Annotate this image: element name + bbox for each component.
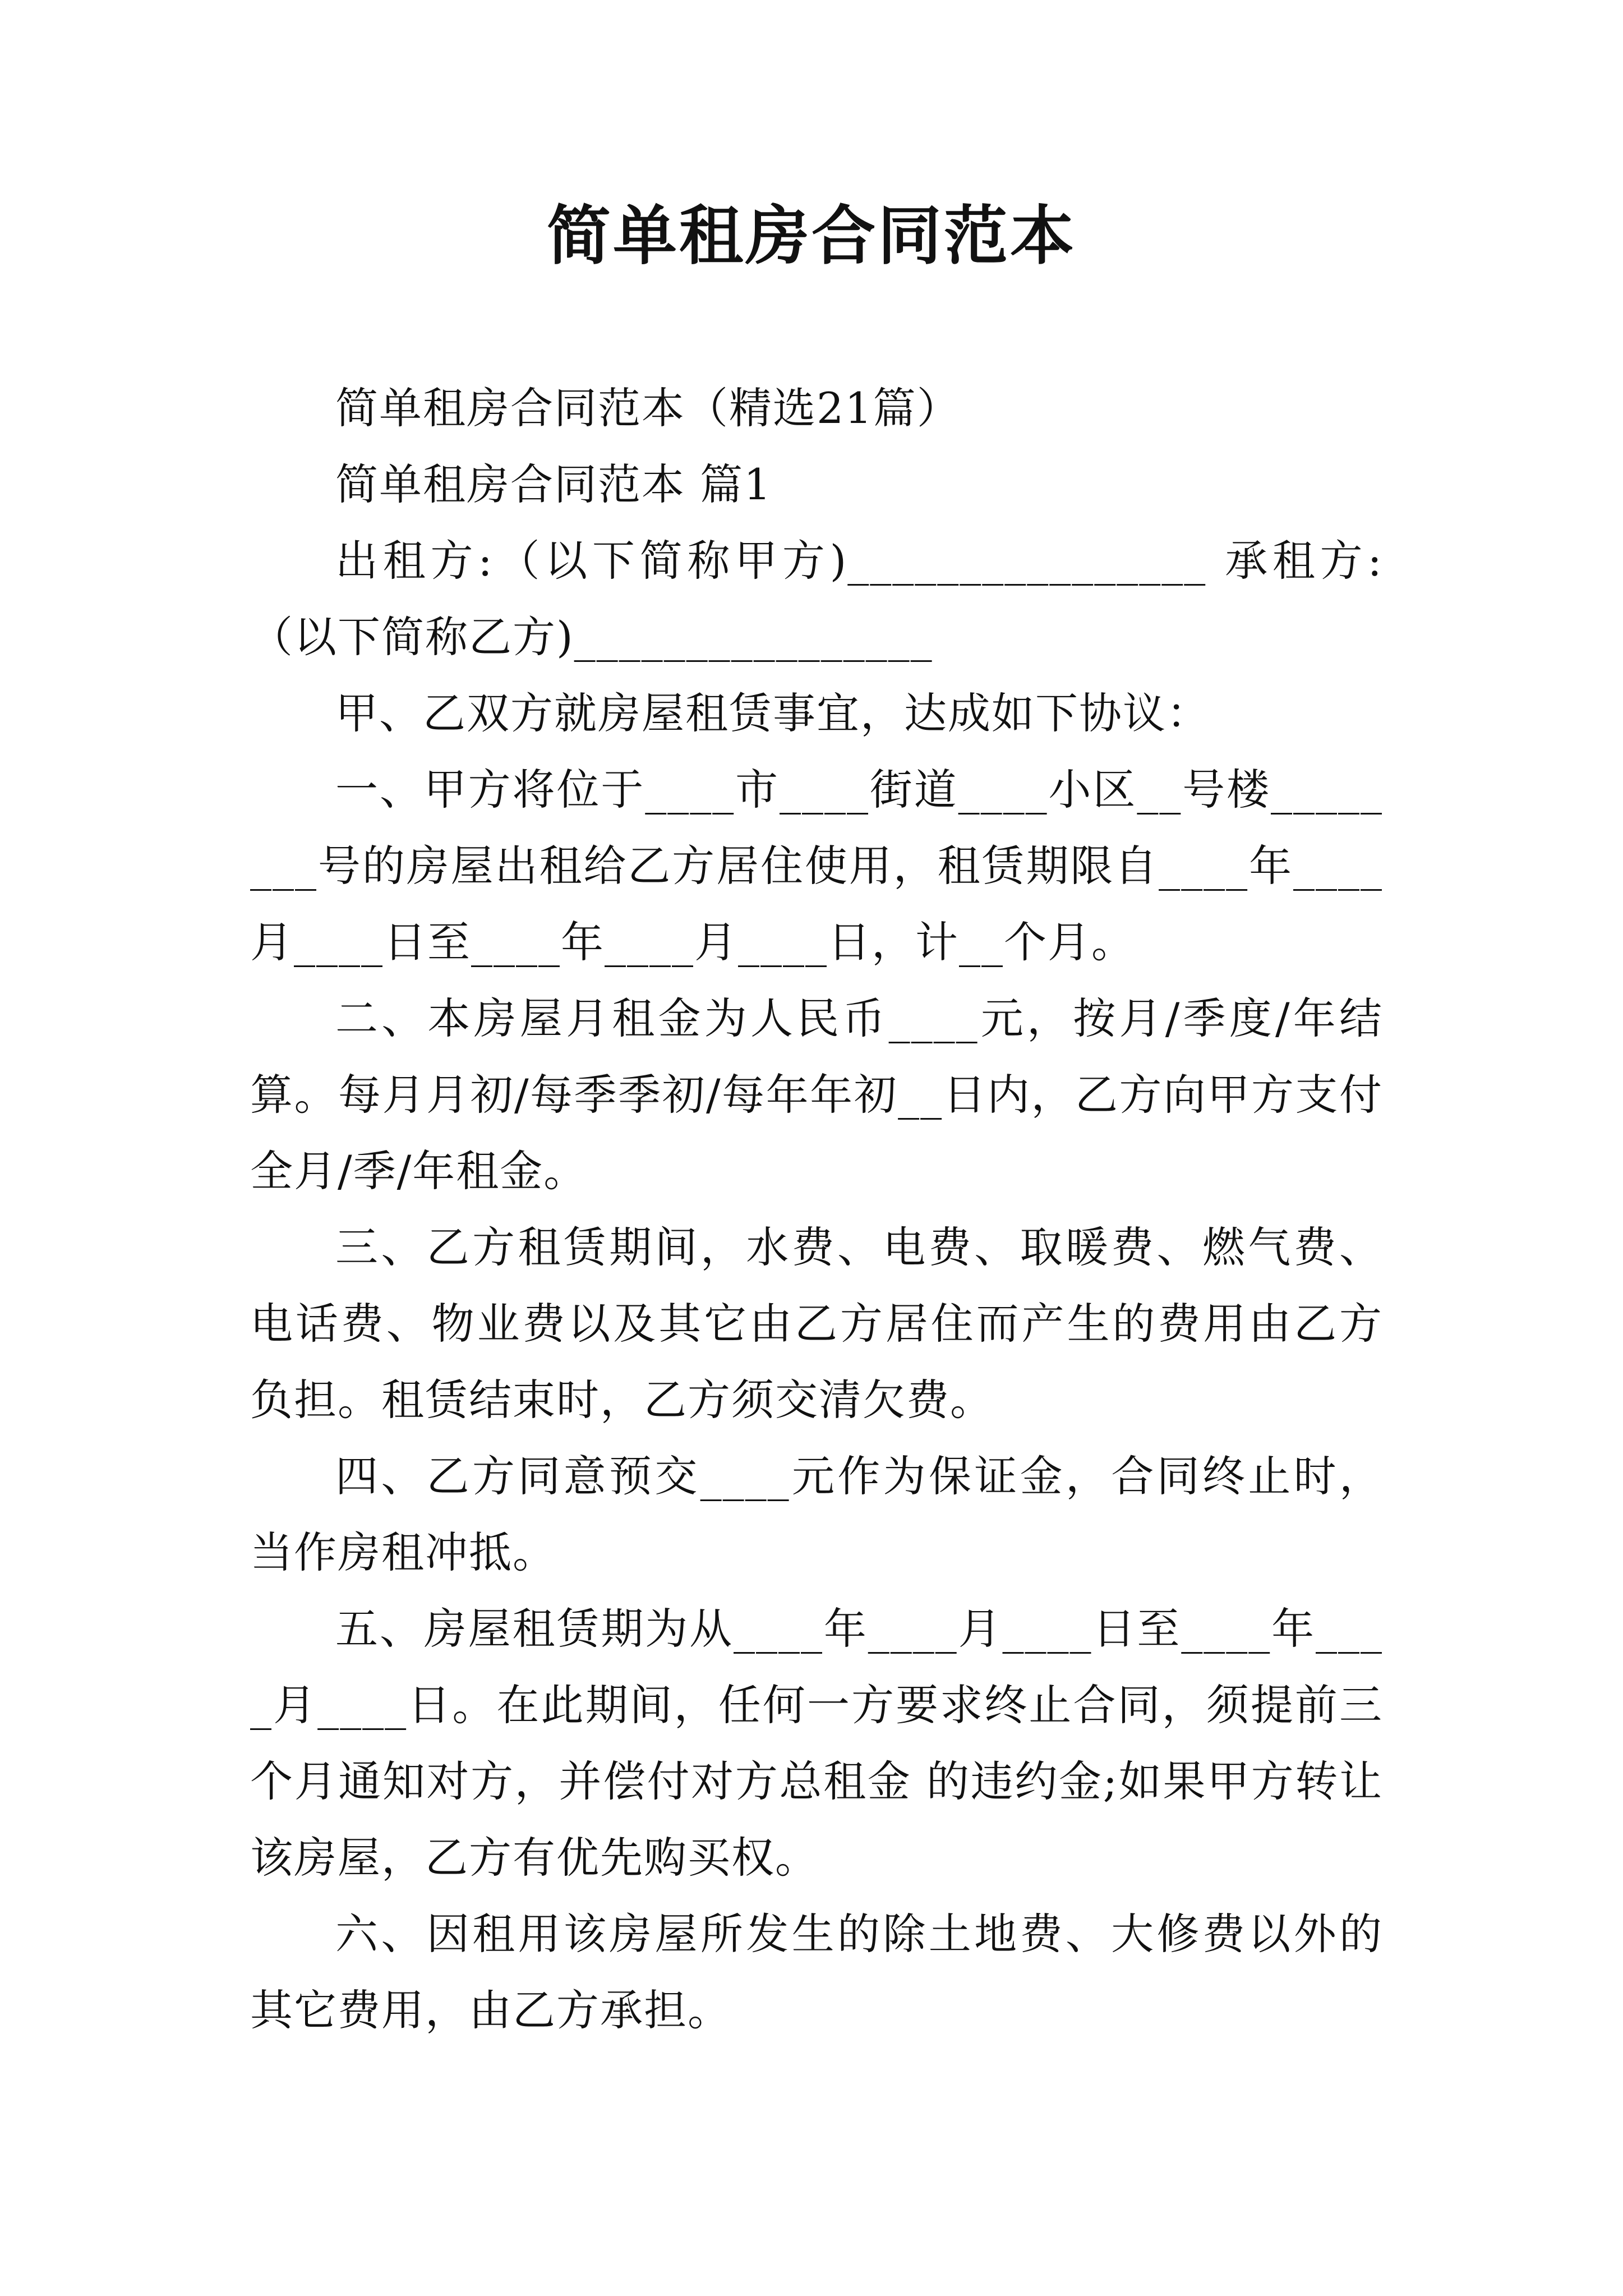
paragraph-section-heading: 简单租房合同范本 篇1 xyxy=(335,459,772,509)
document-title: 简单租房合同范本 xyxy=(546,198,1076,273)
paragraph-parties: 出租方:（以下简称甲方)________________ 承租方:（以下简称乙方)________________ xyxy=(250,536,1383,662)
paragraph-subtitle: 简单租房合同范本（精选21篇） xyxy=(335,383,961,433)
paragraph-clause-3: 三、乙方租赁期间，水费、电费、取暖费、燃气费、电话费、物业费以及其它由乙方居住而产生的费用由乙方负担。租赁结束时，乙方须交清欠费。 xyxy=(250,1222,1383,1425)
paragraph-clause-2: 二、本房屋月租金为人民币____元，按月/季度/年结算。每月月初/每季季初/每年年初__日内，乙方向甲方支付全月/季/年租金。 xyxy=(250,993,1383,1196)
paragraph-clause-4: 四、乙方同意预交____元作为保证金，合同终止时，当作房租冲抵。 xyxy=(250,1451,1383,1577)
paragraph-clause-6: 六、因租用该房屋所发生的除土地费、大修费以外的其它费用，由乙方承担。 xyxy=(250,1909,1383,2035)
document-body xyxy=(250,370,1383,2049)
paragraph-clause-1: 一、甲方将位于____市____街道____小区__号楼________号的房屋出租给乙方居住使用，租赁期限自____年____月____日至____年____月____日，计__个月。 xyxy=(250,765,1383,967)
paragraph-agreement-intro: 甲、乙双方就房屋租赁事宜，达成如下协议： xyxy=(335,688,1210,738)
paragraph-clause-5: 五、房屋租赁期为从____年____月____日至____年____月____日。在此期间，任何一方要求终止合同，须提前三个月通知对方，并偿付对方总租金 的违约金;如果甲方转让该房屋，乙方有优先购买权。 xyxy=(250,1604,1383,1883)
